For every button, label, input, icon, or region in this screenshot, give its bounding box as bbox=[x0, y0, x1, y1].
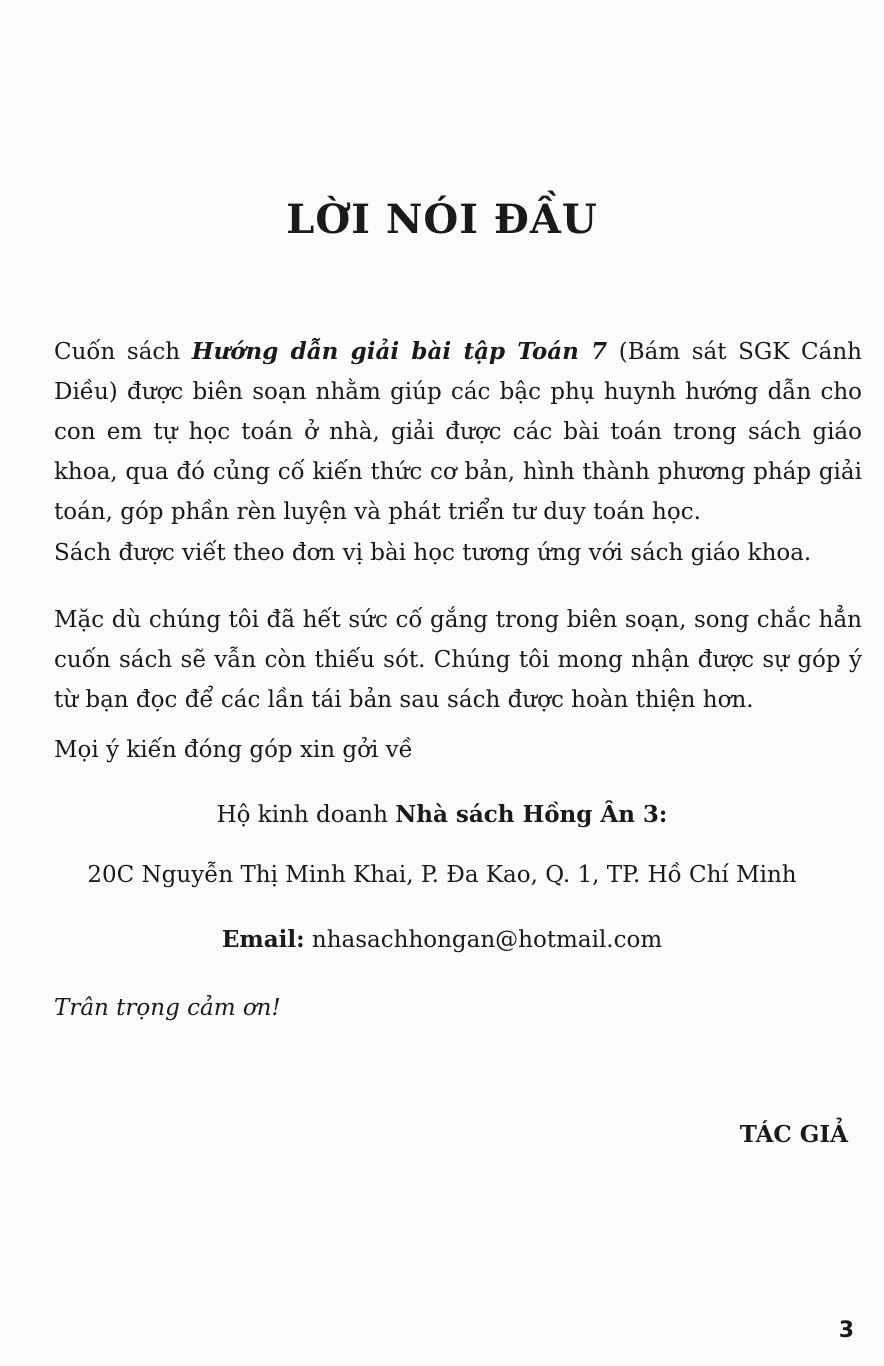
apology-paragraph: Mặc dù chúng tôi đã hết sức cố gắng trong biên soạn, song chắc hẳn cuốn sách sẽ vẫn còn thiếu sót. Chúng tôi mong nhận được sự góp ý từ bạn đọc để các lần tái bản sau sách được hoàn thiện hơn. bbox=[54, 607, 862, 713]
email-address: nhasachhongan@hotmail.com bbox=[304, 927, 663, 953]
page-title: LỜI NÓI ĐẦU bbox=[286, 196, 598, 243]
intro-text-before: Cuốn sách bbox=[54, 339, 192, 365]
publisher-line bbox=[0, 795, 884, 835]
publisher-name: Nhà sách Hồng Ân 3: bbox=[395, 801, 668, 828]
email-line bbox=[0, 920, 884, 960]
address-line: 20C Nguyễn Thị Minh Khai, P. Đa Kao, Q. 1, TP. Hồ Chí Minh bbox=[87, 862, 797, 888]
publisher-prefix: Hộ kinh doanh bbox=[216, 802, 396, 828]
thanks-line: Trân trọng cảm ơn! bbox=[54, 995, 281, 1021]
structure-paragraph: Sách được viết theo đơn vị bài học tương ứng với sách giáo khoa. bbox=[54, 540, 812, 566]
feedback-paragraph: Mọi ý kiến đóng góp xin gởi về bbox=[54, 737, 413, 763]
author-signature: TÁC GIẢ bbox=[739, 1121, 848, 1148]
book-title: Hướng dẫn giải bài tập Toán 7 bbox=[191, 338, 608, 365]
intro-paragraph bbox=[54, 332, 862, 532]
email-label: Email: bbox=[221, 926, 305, 953]
page-number: 3 bbox=[838, 1318, 854, 1343]
intro-text-after: (Bám sát SGK Cánh Diều) được biên soạn nhằm giúp các bậc phụ huynh hướng dẫn cho con em tự học toán ở nhà, giải được các bài toán trong sách giáo khoa, qua đó củng cố kiến thức cơ bản, hình thành phương pháp giải toán, góp phần rèn luyện và phát triển tư duy toán học. bbox=[54, 339, 862, 525]
